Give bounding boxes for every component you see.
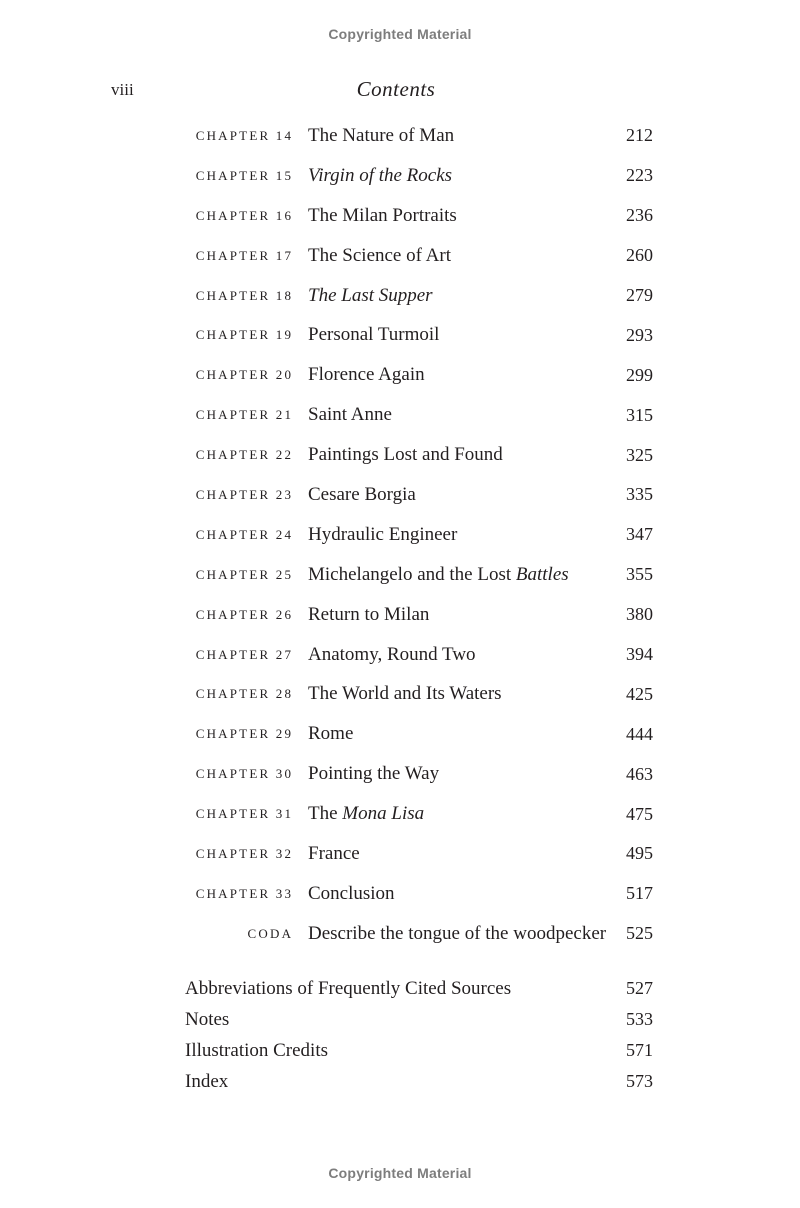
chapter-page-number: 279 <box>626 285 653 305</box>
toc-row <box>100 874 653 914</box>
chapter-label: CHAPTER 22 <box>195 447 294 463</box>
toc-row <box>100 595 653 635</box>
chapter-label: CHAPTER 31 <box>195 806 294 822</box>
backmatter-title: Index <box>185 1070 229 1092</box>
toc-row <box>100 395 653 435</box>
chapter-page-number: 444 <box>626 723 653 744</box>
toc-row <box>100 236 653 276</box>
backmatter-page-number: 573 <box>626 1071 653 1091</box>
chapter-label: CHAPTER 33 <box>195 885 294 901</box>
chapter-label: CHAPTER 17 <box>195 247 294 263</box>
chapter-page-number: 223 <box>626 165 653 186</box>
chapter-page-number: 299 <box>626 364 653 385</box>
contents-heading: Contents <box>356 77 436 101</box>
chapter-label: CODA <box>247 925 294 941</box>
toc-row <box>100 276 653 316</box>
chapter-label: CHAPTER 29 <box>195 726 294 742</box>
chapter-page-number: 260 <box>626 245 653 266</box>
chapter-label: CHAPTER 20 <box>195 367 294 383</box>
toc-row <box>100 116 653 156</box>
chapter-title: The Mona Lisa <box>308 803 425 825</box>
chapter-page-number: 525 <box>626 923 653 944</box>
toc-backmatter-list <box>185 973 653 1097</box>
toc-row <box>100 555 653 595</box>
chapter-title: Paintings Lost and Found <box>308 444 503 466</box>
chapter-page-number: 495 <box>626 843 653 864</box>
chapter-label: CHAPTER 32 <box>195 845 294 861</box>
toc-row <box>100 475 653 515</box>
chapter-label: CHAPTER 24 <box>195 526 294 542</box>
chapter-title: Anatomy, Round Two <box>308 643 476 665</box>
chapter-page-number: 463 <box>626 763 653 784</box>
chapter-label: CHAPTER 26 <box>195 606 294 622</box>
chapter-title: Rome <box>308 723 354 745</box>
chapter-title: Hydraulic Engineer <box>308 523 458 545</box>
backmatter-title: Illustration Credits <box>185 1039 329 1061</box>
chapter-label: CHAPTER 14 <box>195 127 294 143</box>
toc-row <box>100 435 653 475</box>
chapter-title: Michelangelo and the Lost Battles <box>308 563 569 585</box>
chapter-page-number: 475 <box>626 803 653 824</box>
toc-row <box>100 515 653 555</box>
chapter-title: France <box>308 842 360 864</box>
chapter-page-number: 517 <box>626 883 653 904</box>
backmatter-page-number: 571 <box>626 1040 653 1060</box>
backmatter-title: Abbreviations of Frequently Cited Sources <box>185 977 512 999</box>
backmatter-page-number: 527 <box>626 978 653 998</box>
chapter-title: Pointing the Way <box>308 763 440 785</box>
chapter-label: CHAPTER 30 <box>195 766 294 782</box>
toc-row <box>100 196 653 236</box>
toc-row <box>100 914 653 954</box>
toc-row <box>100 834 653 874</box>
page-folio: viii <box>111 80 134 99</box>
chapter-page-number: 394 <box>626 644 653 665</box>
chapter-title: Saint Anne <box>308 404 392 426</box>
toc-row <box>100 355 653 395</box>
chapter-page-number: 236 <box>626 205 653 226</box>
chapter-title: Describe the tongue of the woodpecker <box>308 922 607 944</box>
chapter-page-number: 347 <box>626 524 653 545</box>
chapter-label: CHAPTER 16 <box>195 207 294 223</box>
toc-row <box>100 714 653 754</box>
chapter-label: CHAPTER 15 <box>195 167 294 183</box>
backmatter-row <box>185 1066 653 1097</box>
toc-row <box>100 674 653 714</box>
toc-row <box>100 754 653 794</box>
chapter-title: Virgin of the Rocks <box>308 164 453 186</box>
chapter-label: CHAPTER 27 <box>195 646 294 662</box>
copyright-notice-bottom: Copyrighted Material <box>328 1165 472 1181</box>
toc-row <box>100 156 653 196</box>
toc-row <box>100 635 653 675</box>
chapter-title: The Last Supper <box>308 284 433 306</box>
chapter-title: Florence Again <box>308 364 425 386</box>
backmatter-row <box>185 1004 653 1035</box>
chapter-title: The Science of Art <box>308 244 451 266</box>
backmatter-page-number: 533 <box>626 1009 653 1029</box>
chapter-label: CHAPTER 25 <box>195 566 294 582</box>
chapter-page-number: 425 <box>626 683 653 704</box>
backmatter-title: Notes <box>185 1008 230 1030</box>
chapter-page-number: 335 <box>626 484 653 505</box>
chapter-page-number: 212 <box>626 125 653 146</box>
chapter-label: CHAPTER 19 <box>195 327 294 343</box>
backmatter-row <box>185 973 653 1004</box>
chapter-label: CHAPTER 18 <box>195 287 294 303</box>
chapter-page-number: 315 <box>626 404 653 425</box>
chapter-title: Cesare Borgia <box>308 483 416 505</box>
toc-row <box>100 315 653 355</box>
backmatter-row <box>185 1035 653 1066</box>
toc-chapter-list <box>100 116 653 954</box>
toc-row <box>100 794 653 834</box>
chapter-title: The Nature of Man <box>308 124 455 146</box>
chapter-label: CHAPTER 28 <box>195 686 294 702</box>
chapter-page-number: 293 <box>626 324 653 345</box>
chapter-page-number: 325 <box>626 444 653 465</box>
chapter-title: The Milan Portraits <box>308 204 457 226</box>
chapter-label: CHAPTER 23 <box>195 486 294 502</box>
chapter-title: Personal Turmoil <box>308 324 440 346</box>
chapter-page-number: 380 <box>626 604 653 625</box>
chapter-label: CHAPTER 21 <box>195 407 294 423</box>
chapter-title: Conclusion <box>308 882 395 904</box>
chapter-page-number: 355 <box>626 564 653 585</box>
chapter-title: The World and Its Waters <box>308 683 502 705</box>
chapter-title: Return to Milan <box>308 603 430 625</box>
copyright-notice-top: Copyrighted Material <box>328 26 472 42</box>
